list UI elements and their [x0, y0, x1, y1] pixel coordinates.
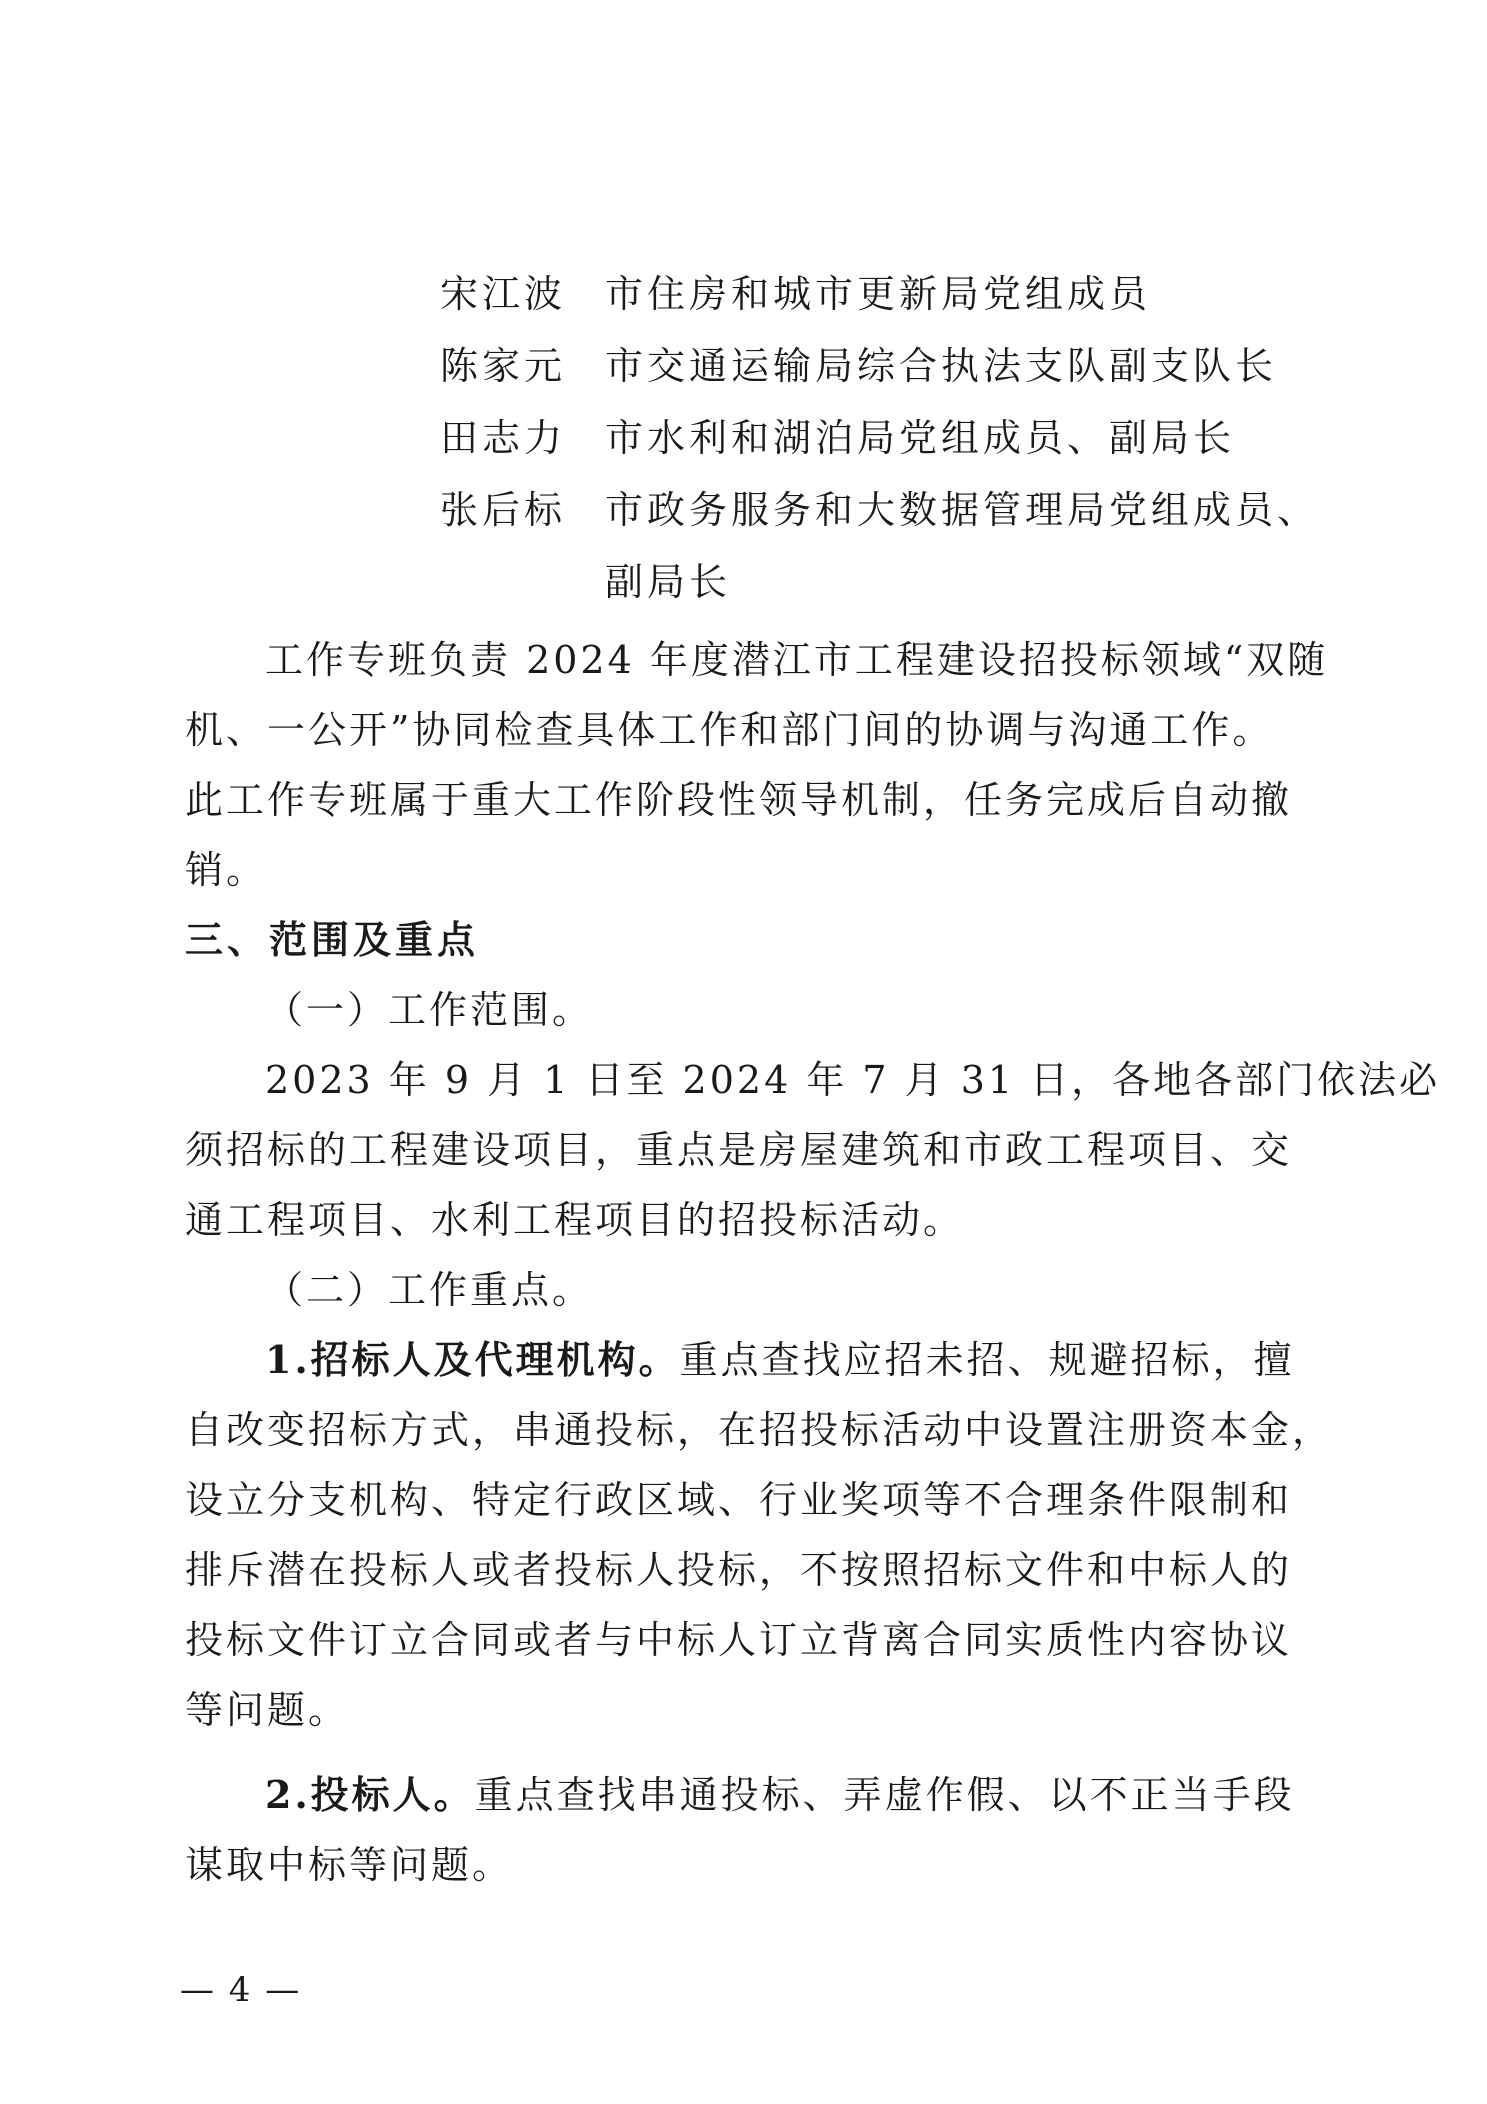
member-name: 张后标	[440, 488, 567, 532]
section-heading: 三、范围及重点	[185, 917, 480, 962]
member-role: 市交通运输局综合执法支队副支队长	[605, 344, 1278, 388]
page-number: — 4 —	[180, 1970, 302, 2010]
member-row	[440, 330, 1325, 402]
subsection-heading: （二）工作重点。	[265, 1268, 594, 1312]
member-name: 田志力	[440, 416, 567, 460]
paragraph-line: 此工作专班属于重大工作阶段性领导机制，任务完成后自动撤	[185, 778, 1293, 822]
item-text: 重点查找应招未招、规避招标，擅	[679, 1338, 1295, 1382]
paragraph-line: 销。	[185, 848, 268, 892]
member-row	[440, 474, 1325, 546]
member-role: 市政务服务和大数据管理局党组成员、	[605, 488, 1320, 532]
item-first-line	[265, 1765, 1295, 1825]
paragraph-line: 投标文件订立合同或者与中标人订立背离合同实质性内容协议	[185, 1618, 1293, 1662]
member-role: 市住房和城市更新局党组成员	[605, 272, 1152, 316]
item-text: 重点查找串通投标、弄虚作假、以不正当手段	[474, 1773, 1295, 1817]
paragraph-line: 机、一公开”协同检查具体工作和部门间的协调与沟通工作。	[185, 708, 1274, 752]
paragraph-line: 自改变招标方式，串通投标，在招投标活动中设置注册资本金，	[185, 1408, 1334, 1452]
member-row	[440, 402, 1325, 474]
member-role: 市水利和湖泊局党组成员、副局长	[605, 416, 1236, 460]
paragraph-line: 通工程项目、水利工程项目的招投标活动。	[185, 1198, 965, 1242]
paragraph-line: 谋取中标等问题。	[185, 1843, 514, 1887]
paragraph-line: 等问题。	[185, 1688, 350, 1732]
item-label: 2.投标人。	[265, 1772, 475, 1817]
member-name: 宋江波	[440, 272, 567, 316]
subsection-heading: （一）工作范围。	[265, 988, 594, 1032]
member-name: 陈家元	[440, 344, 567, 388]
item-label: 1.招标人及代理机构。	[265, 1337, 680, 1382]
paragraph-line: 设立分支机构、特定行政区域、行业奖项等不合理条件限制和	[185, 1478, 1293, 1522]
member-row-continuation	[440, 546, 1325, 618]
paragraph-line: 工作专班负责 2024 年度潜江市工程建设招投标领域“双随	[265, 638, 1329, 682]
paragraph-line: 2023 年 9 月 1 日至 2024 年 7 月 31 日，各地各部门依法必	[265, 1058, 1441, 1102]
paragraph-line: 须招标的工程建设项目，重点是房屋建筑和市政工程项目、交	[185, 1128, 1293, 1172]
member-role-continuation: 副局长	[605, 560, 732, 604]
item-first-line	[265, 1330, 1295, 1390]
member-row	[440, 258, 1325, 330]
paragraph-line: 排斥潜在投标人或者投标人投标，不按照招标文件和中标人的	[185, 1548, 1293, 1592]
